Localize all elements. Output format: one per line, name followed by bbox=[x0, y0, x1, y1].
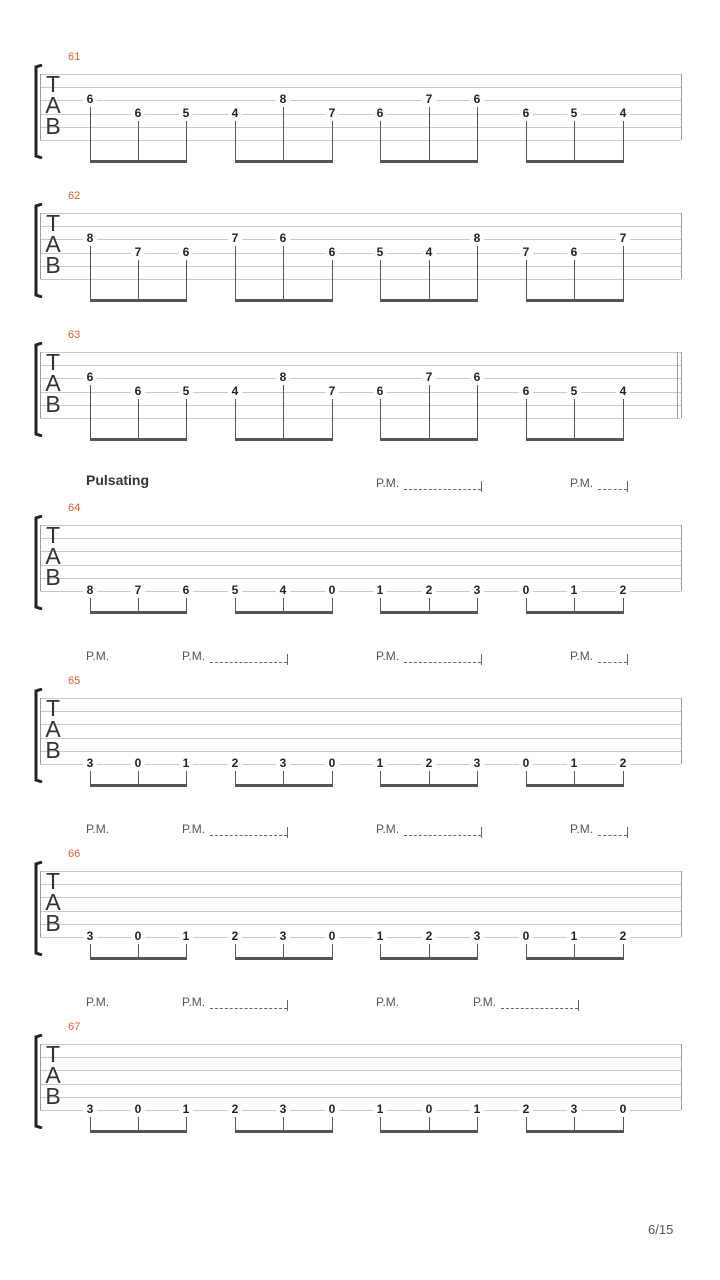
note-stem bbox=[380, 399, 381, 440]
measure-number: 61 bbox=[68, 51, 81, 63]
tab-clef bbox=[43, 868, 63, 937]
note-beam bbox=[90, 611, 187, 614]
palm-mute-label: P.M. bbox=[570, 822, 594, 836]
fret-number: 4 bbox=[616, 107, 630, 120]
staff-line bbox=[40, 578, 681, 579]
staff-line bbox=[40, 405, 681, 406]
note-stem bbox=[138, 260, 139, 301]
staff-line bbox=[40, 751, 681, 752]
fret-number: 0 bbox=[325, 930, 339, 943]
staff-line bbox=[40, 213, 681, 214]
fret-number: 7 bbox=[131, 246, 145, 259]
fret-number: 0 bbox=[519, 757, 533, 770]
system-bracket bbox=[33, 515, 43, 610]
note-beam bbox=[526, 438, 624, 441]
fret-number: 0 bbox=[325, 584, 339, 597]
fret-number: 1 bbox=[373, 757, 387, 770]
note-beam bbox=[380, 1130, 478, 1133]
note-stem bbox=[380, 260, 381, 301]
fret-number: 6 bbox=[131, 107, 145, 120]
palm-mute-label: P.M. bbox=[570, 476, 594, 490]
staff-line bbox=[40, 565, 681, 566]
tab-clef bbox=[43, 71, 63, 140]
tab-clef bbox=[43, 522, 63, 591]
fret-number: 0 bbox=[422, 1103, 436, 1116]
fret-number: 0 bbox=[131, 930, 145, 943]
note-stem bbox=[429, 385, 430, 440]
palm-mute-end bbox=[481, 827, 482, 838]
note-beam bbox=[380, 784, 478, 787]
staff-line bbox=[40, 738, 681, 739]
tab-system bbox=[0, 649, 720, 784]
staff-line bbox=[40, 1057, 681, 1058]
staff-line bbox=[40, 698, 681, 699]
measure-number: 67 bbox=[68, 1021, 81, 1033]
tab-clef-letter: T bbox=[45, 349, 61, 375]
palm-mute-extension bbox=[501, 1008, 578, 1009]
fret-number: 7 bbox=[616, 232, 630, 245]
fret-number: 2 bbox=[422, 757, 436, 770]
page-number: 6/15 bbox=[648, 1222, 674, 1237]
fret-number: 3 bbox=[276, 757, 290, 770]
fret-number: 8 bbox=[276, 93, 290, 106]
tab-clef bbox=[43, 210, 63, 279]
note-stem bbox=[90, 107, 91, 162]
tab-clef-letter: T bbox=[45, 868, 61, 894]
tab-clef-letter: A bbox=[45, 716, 61, 742]
palm-mute-end bbox=[578, 1000, 579, 1011]
barline-end bbox=[681, 352, 682, 418]
fret-number: 4 bbox=[228, 107, 242, 120]
fret-number: 3 bbox=[83, 757, 97, 770]
note-stem bbox=[138, 399, 139, 440]
fret-number: 6 bbox=[131, 385, 145, 398]
note-beam bbox=[380, 957, 478, 960]
note-beam bbox=[526, 1130, 624, 1133]
tab-clef-letter: T bbox=[45, 71, 61, 97]
tab-system bbox=[0, 822, 720, 957]
staff-line bbox=[40, 538, 681, 539]
staff-line bbox=[40, 365, 681, 366]
tab-clef-letter: T bbox=[45, 210, 61, 236]
note-beam bbox=[90, 438, 187, 441]
palm-mute-end bbox=[627, 654, 628, 665]
note-stem bbox=[138, 121, 139, 162]
barline-start bbox=[40, 352, 41, 418]
note-beam bbox=[380, 160, 478, 163]
tab-clef-letter: A bbox=[45, 543, 61, 569]
fret-number: 0 bbox=[519, 584, 533, 597]
measure-number: 63 bbox=[68, 329, 81, 341]
system-bracket bbox=[33, 203, 43, 298]
note-beam bbox=[90, 957, 187, 960]
fret-number: 3 bbox=[83, 930, 97, 943]
tab-clef-letter: B bbox=[45, 252, 61, 278]
fret-number: 2 bbox=[228, 930, 242, 943]
tab-clef-letter: A bbox=[45, 231, 61, 257]
fret-number: 7 bbox=[325, 107, 339, 120]
tab-clef-letter: T bbox=[45, 522, 61, 548]
note-stem bbox=[186, 121, 187, 162]
palm-mute-end bbox=[287, 827, 288, 838]
fret-number: 1 bbox=[567, 584, 581, 597]
staff-line bbox=[40, 140, 681, 141]
fret-number: 2 bbox=[519, 1103, 533, 1116]
tab-clef-letter: T bbox=[45, 695, 61, 721]
note-stem bbox=[526, 260, 527, 301]
note-stem bbox=[623, 246, 624, 301]
note-beam bbox=[235, 957, 333, 960]
fret-number: 7 bbox=[519, 246, 533, 259]
note-stem bbox=[186, 260, 187, 301]
fret-number: 3 bbox=[276, 1103, 290, 1116]
barline-start bbox=[40, 871, 41, 937]
note-stem bbox=[332, 121, 333, 162]
fret-number: 2 bbox=[422, 930, 436, 943]
note-beam bbox=[235, 1130, 333, 1133]
palm-mute-label: P.M. bbox=[376, 822, 400, 836]
fret-number: 8 bbox=[83, 584, 97, 597]
fret-number: 0 bbox=[616, 1103, 630, 1116]
fret-number: 0 bbox=[131, 757, 145, 770]
fret-number: 2 bbox=[422, 584, 436, 597]
note-beam bbox=[526, 160, 624, 163]
fret-number: 6 bbox=[83, 93, 97, 106]
palm-mute-extension bbox=[598, 489, 627, 490]
tab-system bbox=[0, 329, 720, 438]
staff-line bbox=[40, 871, 681, 872]
fret-number: 4 bbox=[422, 246, 436, 259]
note-beam bbox=[526, 611, 624, 614]
tab-clef-letter: A bbox=[45, 889, 61, 915]
barline-double bbox=[677, 352, 678, 418]
tab-clef-letter: B bbox=[45, 737, 61, 763]
barline-end bbox=[681, 74, 682, 140]
fret-number: 6 bbox=[470, 371, 484, 384]
fret-number: 6 bbox=[373, 385, 387, 398]
fret-number: 1 bbox=[567, 757, 581, 770]
staff-line bbox=[40, 1044, 681, 1045]
tab-clef-letter: B bbox=[45, 910, 61, 936]
palm-mute-extension bbox=[404, 489, 481, 490]
note-stem bbox=[429, 260, 430, 301]
fret-number: 1 bbox=[179, 757, 193, 770]
fret-number: 6 bbox=[470, 93, 484, 106]
staff-line bbox=[40, 1084, 681, 1085]
palm-mute-extension bbox=[210, 835, 287, 836]
palm-mute-end bbox=[481, 654, 482, 665]
staff-line bbox=[40, 1097, 681, 1098]
note-stem bbox=[380, 121, 381, 162]
barline-start bbox=[40, 74, 41, 140]
staff-line bbox=[40, 897, 681, 898]
palm-mute-label: P.M. bbox=[376, 649, 400, 663]
fret-number: 7 bbox=[131, 584, 145, 597]
note-stem bbox=[574, 121, 575, 162]
note-stem bbox=[429, 107, 430, 162]
palm-mute-label: P.M. bbox=[376, 476, 400, 490]
staff-line bbox=[40, 266, 681, 267]
note-stem bbox=[574, 260, 575, 301]
barline-start bbox=[40, 213, 41, 279]
note-beam bbox=[235, 299, 333, 302]
staff-line bbox=[40, 911, 681, 912]
palm-mute-extension bbox=[210, 662, 287, 663]
fret-number: 0 bbox=[519, 930, 533, 943]
tab-clef-letter: B bbox=[45, 391, 61, 417]
note-stem bbox=[186, 399, 187, 440]
fret-number: 3 bbox=[567, 1103, 581, 1116]
note-stem bbox=[283, 385, 284, 440]
fret-number: 6 bbox=[276, 232, 290, 245]
barline-end bbox=[681, 698, 682, 764]
note-beam bbox=[235, 160, 333, 163]
palm-mute-end bbox=[287, 1000, 288, 1011]
palm-mute-end bbox=[287, 654, 288, 665]
staff-line bbox=[40, 352, 681, 353]
note-stem bbox=[526, 399, 527, 440]
palm-mute-extension bbox=[210, 1008, 287, 1009]
palm-mute-extension bbox=[404, 835, 481, 836]
measure-number: 66 bbox=[68, 848, 81, 860]
note-beam bbox=[235, 438, 333, 441]
note-stem bbox=[623, 399, 624, 440]
fret-number: 6 bbox=[567, 246, 581, 259]
note-stem bbox=[623, 121, 624, 162]
staff-line bbox=[40, 884, 681, 885]
palm-mute-label: P.M. bbox=[86, 649, 110, 663]
measure-number: 64 bbox=[68, 502, 81, 514]
fret-number: 6 bbox=[519, 107, 533, 120]
fret-number: 3 bbox=[470, 584, 484, 597]
fret-number: 6 bbox=[325, 246, 339, 259]
tab-clef-letter: A bbox=[45, 370, 61, 396]
note-beam bbox=[526, 957, 624, 960]
fret-number: 0 bbox=[325, 1103, 339, 1116]
fret-number: 2 bbox=[616, 584, 630, 597]
note-beam bbox=[380, 299, 478, 302]
tab-clef-letter: T bbox=[45, 1041, 61, 1067]
system-bracket bbox=[33, 1034, 43, 1129]
fret-number: 2 bbox=[616, 930, 630, 943]
fret-number: 4 bbox=[276, 584, 290, 597]
palm-mute-label: P.M. bbox=[182, 822, 206, 836]
tab-clef bbox=[43, 349, 63, 418]
barline-start bbox=[40, 698, 41, 764]
note-stem bbox=[574, 399, 575, 440]
tab-clef-letter: B bbox=[45, 113, 61, 139]
barline-end bbox=[681, 525, 682, 591]
fret-number: 8 bbox=[276, 371, 290, 384]
note-stem bbox=[90, 385, 91, 440]
fret-number: 6 bbox=[179, 246, 193, 259]
palm-mute-extension bbox=[404, 662, 481, 663]
staff-line bbox=[40, 1070, 681, 1071]
note-beam bbox=[90, 784, 187, 787]
tab-clef-letter: A bbox=[45, 1062, 61, 1088]
note-stem bbox=[526, 121, 527, 162]
fret-number: 1 bbox=[179, 930, 193, 943]
fret-number: 4 bbox=[228, 385, 242, 398]
staff-line bbox=[40, 924, 681, 925]
barline-start bbox=[40, 1044, 41, 1110]
fret-number: 7 bbox=[422, 371, 436, 384]
staff-line bbox=[40, 551, 681, 552]
note-stem bbox=[235, 399, 236, 440]
note-beam bbox=[380, 438, 478, 441]
staff-line bbox=[40, 724, 681, 725]
barline-start bbox=[40, 525, 41, 591]
staff-line bbox=[40, 418, 681, 419]
fret-number: 7 bbox=[422, 93, 436, 106]
fret-number: 5 bbox=[179, 385, 193, 398]
staff-line bbox=[40, 127, 681, 128]
staff-line bbox=[40, 239, 681, 240]
fret-number: 0 bbox=[131, 1103, 145, 1116]
note-stem bbox=[235, 121, 236, 162]
fret-number: 6 bbox=[179, 584, 193, 597]
tab-system bbox=[0, 995, 720, 1130]
fret-number: 4 bbox=[616, 385, 630, 398]
palm-mute-label: P.M. bbox=[86, 822, 110, 836]
staff-line bbox=[40, 525, 681, 526]
palm-mute-end bbox=[481, 481, 482, 492]
fret-number: 1 bbox=[567, 930, 581, 943]
barline-end bbox=[681, 1044, 682, 1110]
staff-line bbox=[40, 378, 681, 379]
palm-mute-extension bbox=[598, 835, 627, 836]
tab-clef-letter: A bbox=[45, 92, 61, 118]
fret-number: 5 bbox=[228, 584, 242, 597]
note-stem bbox=[283, 107, 284, 162]
palm-mute-extension bbox=[598, 662, 627, 663]
fret-number: 7 bbox=[228, 232, 242, 245]
note-beam bbox=[235, 611, 333, 614]
system-bracket bbox=[33, 342, 43, 437]
fret-number: 6 bbox=[83, 371, 97, 384]
fret-number: 1 bbox=[179, 1103, 193, 1116]
note-beam bbox=[90, 299, 187, 302]
fret-number: 1 bbox=[373, 930, 387, 943]
fret-number: 1 bbox=[373, 584, 387, 597]
barline-end bbox=[681, 871, 682, 937]
fret-number: 8 bbox=[470, 232, 484, 245]
palm-mute-label: P.M. bbox=[182, 995, 206, 1009]
system-bracket bbox=[33, 861, 43, 956]
tab-clef-letter: B bbox=[45, 564, 61, 590]
fret-number: 2 bbox=[228, 757, 242, 770]
fret-number: 1 bbox=[373, 1103, 387, 1116]
fret-number: 5 bbox=[179, 107, 193, 120]
fret-number: 3 bbox=[83, 1103, 97, 1116]
note-stem bbox=[477, 246, 478, 301]
fret-number: 5 bbox=[567, 107, 581, 120]
tab-system bbox=[0, 190, 720, 299]
section-label: Pulsating bbox=[86, 472, 150, 488]
fret-number: 0 bbox=[325, 757, 339, 770]
palm-mute-label: P.M. bbox=[570, 649, 594, 663]
staff-line bbox=[40, 74, 681, 75]
note-stem bbox=[477, 107, 478, 162]
palm-mute-label: P.M. bbox=[182, 649, 206, 663]
staff-line bbox=[40, 279, 681, 280]
palm-mute-label: P.M. bbox=[473, 995, 497, 1009]
note-beam bbox=[90, 160, 187, 163]
palm-mute-end bbox=[627, 481, 628, 492]
note-stem bbox=[477, 385, 478, 440]
fret-number: 3 bbox=[276, 930, 290, 943]
fret-number: 5 bbox=[567, 385, 581, 398]
note-beam bbox=[526, 784, 624, 787]
system-bracket bbox=[33, 688, 43, 783]
fret-number: 2 bbox=[616, 757, 630, 770]
note-stem bbox=[332, 399, 333, 440]
palm-mute-end bbox=[627, 827, 628, 838]
fret-number: 3 bbox=[470, 930, 484, 943]
note-stem bbox=[90, 246, 91, 301]
fret-number: 3 bbox=[470, 757, 484, 770]
fret-number: 2 bbox=[228, 1103, 242, 1116]
note-beam bbox=[526, 299, 624, 302]
note-beam bbox=[235, 784, 333, 787]
note-beam bbox=[90, 1130, 187, 1133]
measure-number: 62 bbox=[68, 190, 81, 202]
barline-end bbox=[681, 213, 682, 279]
fret-number: 1 bbox=[470, 1103, 484, 1116]
fret-number: 5 bbox=[373, 246, 387, 259]
staff-line bbox=[40, 711, 681, 712]
staff-line bbox=[40, 100, 681, 101]
fret-number: 8 bbox=[83, 232, 97, 245]
note-stem bbox=[283, 246, 284, 301]
tab-clef-letter: B bbox=[45, 1083, 61, 1109]
fret-number: 6 bbox=[519, 385, 533, 398]
palm-mute-label: P.M. bbox=[86, 995, 110, 1009]
note-stem bbox=[332, 260, 333, 301]
system-bracket bbox=[33, 64, 43, 159]
tab-system bbox=[0, 51, 720, 160]
note-stem bbox=[235, 246, 236, 301]
tab-clef bbox=[43, 695, 63, 764]
fret-number: 6 bbox=[373, 107, 387, 120]
staff-line bbox=[40, 87, 681, 88]
measure-number: 65 bbox=[68, 675, 81, 687]
fret-number: 7 bbox=[325, 385, 339, 398]
tab-clef bbox=[43, 1041, 63, 1110]
note-beam bbox=[380, 611, 478, 614]
palm-mute-label: P.M. bbox=[376, 995, 400, 1009]
staff-line bbox=[40, 226, 681, 227]
